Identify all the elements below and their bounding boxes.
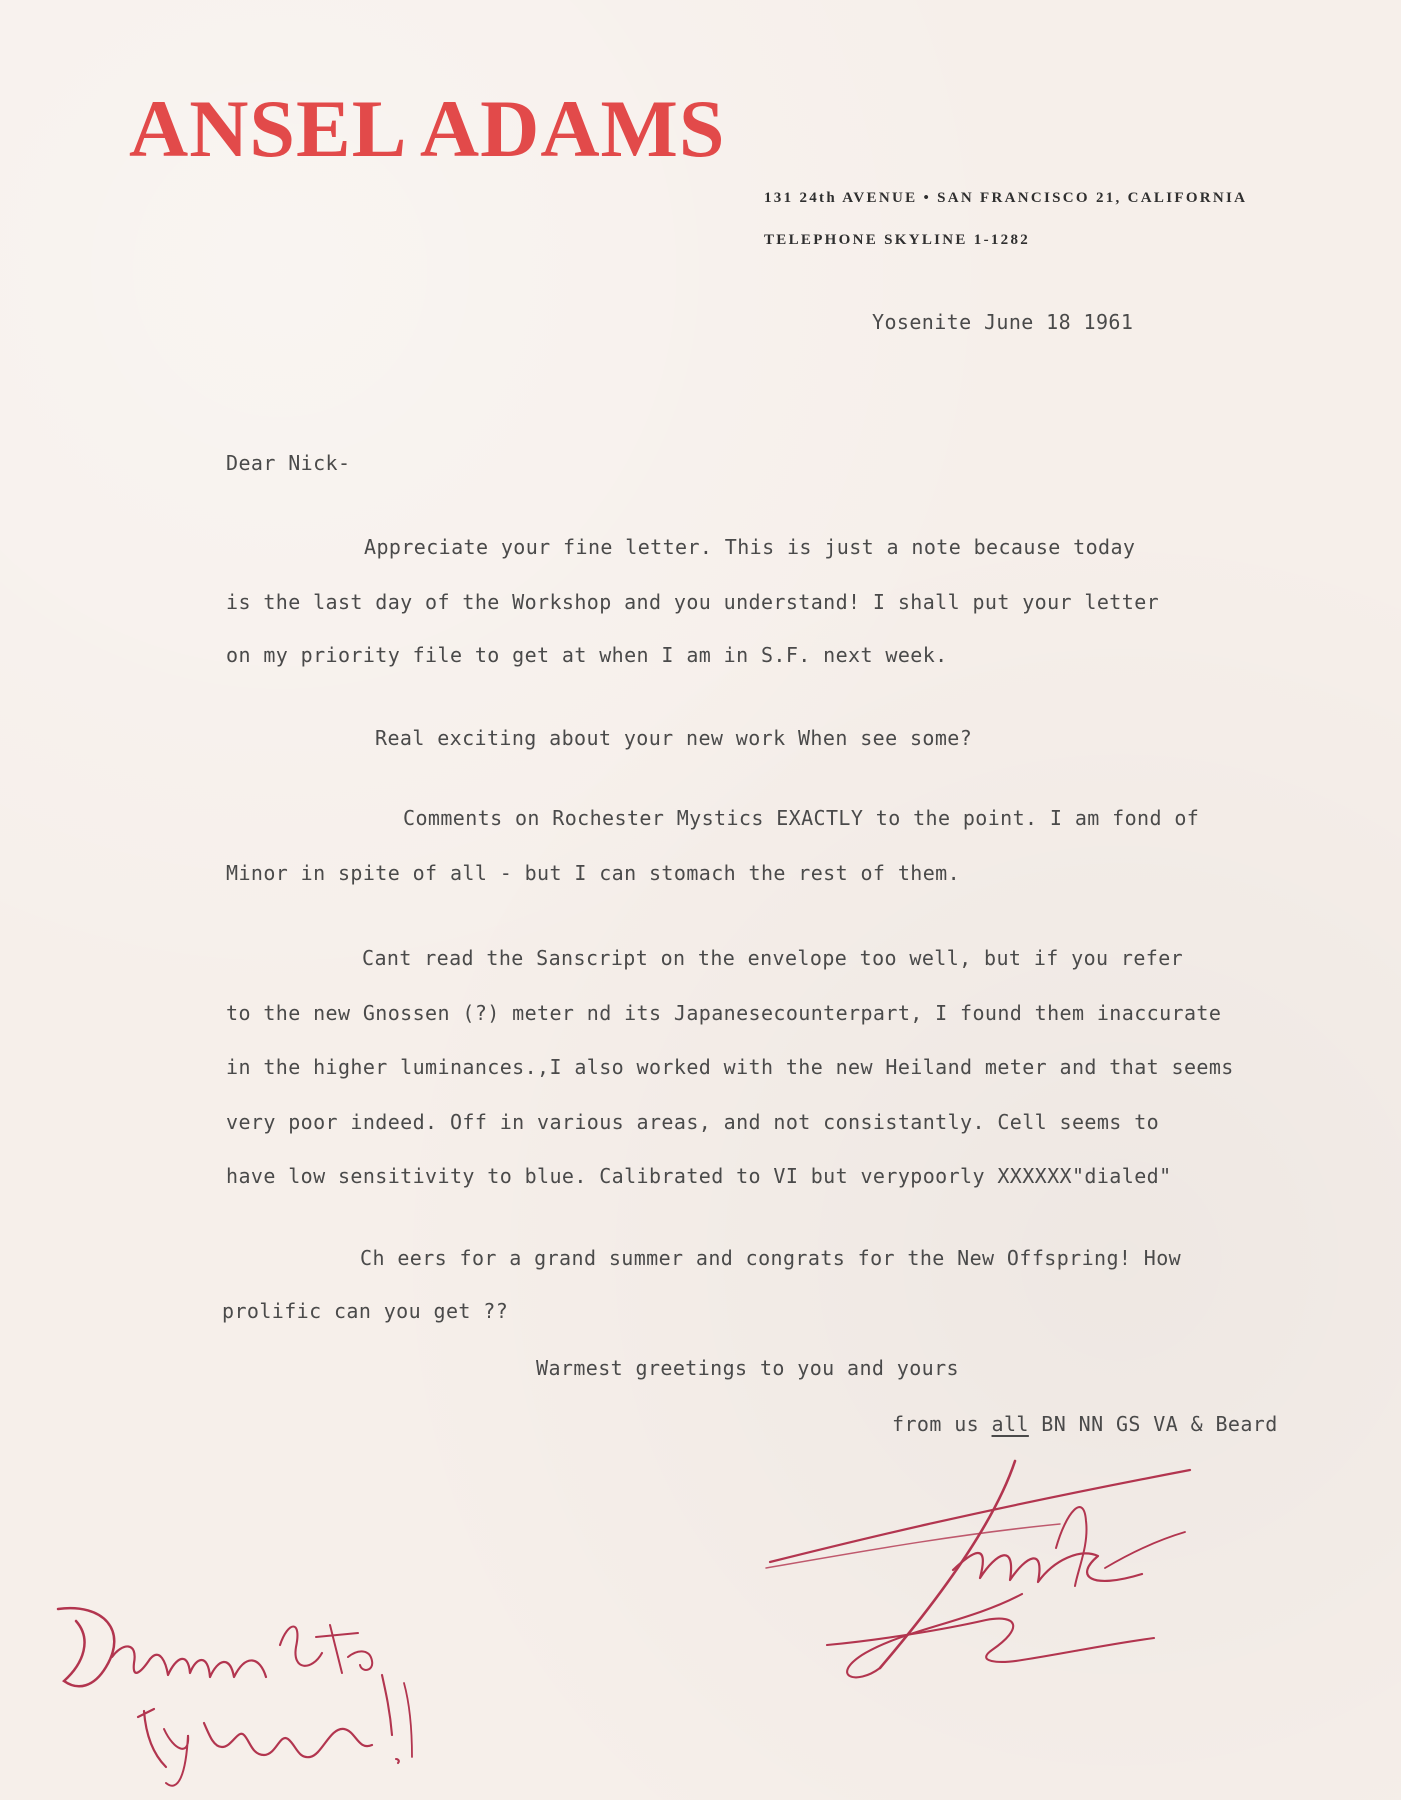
handwritten-signature — [760, 1450, 1230, 1710]
from-line-suffix: BN NN GS VA & Beard — [1028, 1412, 1278, 1436]
letterhead-address: 131 24th AVENUE • SAN FRANCISCO 21, CALIFORNIA — [764, 190, 1248, 206]
paragraph-5-line-2: prolific can you get ?? — [222, 1299, 509, 1323]
paragraph-1-line-2: is the last day of the Workshop and you understand! I shall put your letter — [226, 590, 1160, 614]
paragraph-3-line-2: Minor in spite of all - but I can stomach the rest of them. — [226, 861, 961, 885]
letterhead-name: ANSEL ADAMS — [129, 83, 726, 174]
from-line-underlined-word: all — [991, 1412, 1029, 1436]
paragraph-4-line-1: Cant read the Sanscript on the envelope too well, but if you refer — [362, 946, 1184, 970]
from-line-prefix: from us — [892, 1412, 992, 1436]
paragraph-4-line-4: very poor indeed. Off in various areas, and not consistantly. Cell seems to — [226, 1110, 1160, 1134]
salutation: Dear Nick- — [226, 451, 351, 475]
paragraph-3-line-1: Comments on Rochester Mystics EXACTLY to the point. I am fond of — [403, 806, 1200, 830]
from-line — [892, 1412, 1278, 1436]
paragraph-1-line-1: Appreciate your fine letter. This is just a note because today — [364, 535, 1136, 559]
paragraph-4-line-2: to the new Gnossen (?) meter nd its Japanesecounterpart, I found them inaccurate — [226, 1001, 1222, 1025]
handwritten-postscript — [40, 1585, 440, 1795]
paragraph-2-line-1: Real exciting about your new work When see some? — [375, 726, 973, 750]
paragraph-4-line-3: in the higher luminances.,I also worked with the new Heiland meter and that seems — [226, 1055, 1234, 1079]
paragraph-5-line-1: Ch eers for a grand summer and congrats for the New Offspring! How — [360, 1246, 1182, 1270]
paragraph-1-line-3: on my priority file to get at when I am in S.F. next week. — [226, 643, 948, 667]
closing-line: Warmest greetings to you and yours — [536, 1356, 959, 1380]
paragraph-4-line-5: have low sensitivity to blue. Calibrated to VI but verypoorly XXXXXX"dialed" — [226, 1164, 1172, 1188]
letter-date: Yosenite June 18 1961 — [872, 310, 1134, 334]
letterhead-telephone: TELEPHONE SKYLINE 1-1282 — [764, 232, 1031, 248]
